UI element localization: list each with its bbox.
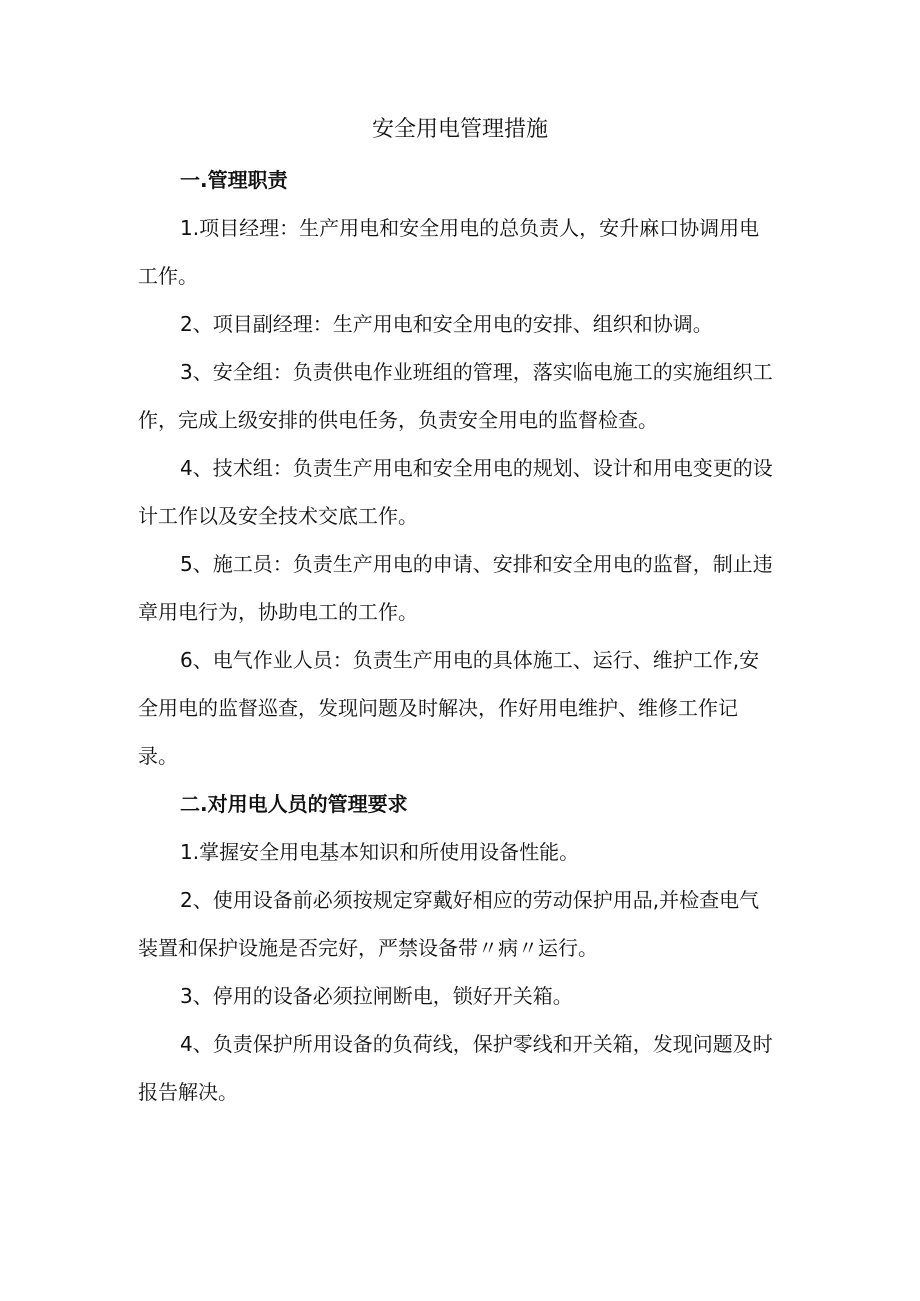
requirement-knowledge [138,828,822,876]
paragraph-line: 3、停用的设备必须拉闸断电，锁好开关箱。 [180,984,573,1008]
paragraph-line: 6、电气作业人员：负责生产用电的具体施工、运行、维护工作,安 [180,648,760,672]
paragraph-line: 4、技术组：负责生产用电和安全用电的规划、设计和用电变更的设 [180,456,773,480]
duty-safety-group [138,348,822,444]
requirement-protective-gear [138,876,822,972]
duty-technical-group [138,444,822,540]
duty-project-manager [138,204,822,300]
paragraph-line: 全用电的监督巡查，发现问题及时解决，作好用电维护、维修工作记 [138,696,738,720]
duty-construction-staff [138,540,822,636]
paragraph-line: 2、使用设备前必须按规定穿戴好相应的劳动保护用品,并检查电气 [180,888,760,912]
paragraph-line: 4、负责保护所用设备的负荷线，保护零线和开关箱，发现问题及时 [180,1032,773,1056]
duty-deputy-manager [138,300,822,348]
paragraph-line: 2、项目副经理：生产用电和安全用电的安排、组织和协调。 [180,312,713,336]
paragraph-line: 装置和保护设施是否完好，严禁设备带〃病〃运行。 [138,936,598,960]
paragraph-line: 1.项目经理：生产用电和安全用电的总负责人，安升麻口协调用电 [180,216,760,240]
paragraph-line: 5、施工员：负责生产用电的申请、安排和安全用电的监督，制止违 [180,552,773,576]
paragraph-line: 章用电行为，协助电工的工作。 [138,600,418,624]
paragraph-line: 计工作以及安全技术交底工作。 [138,504,418,528]
section-heading-management-duties: 一.管理职责 [180,168,288,192]
document-title: 安全用电管理措施 [371,117,548,142]
requirement-power-off [138,972,822,1020]
paragraph-line: 录。 [138,744,178,768]
document-body [138,156,822,1116]
paragraph-line: 工作。 [138,264,198,288]
paragraph-line: 报告解决。 [138,1080,238,1104]
paragraph-line: 1.掌握安全用电基本知识和所使用设备性能。 [180,840,580,864]
section-heading-user-requirements: 二.对用电人员的管理要求 [180,792,408,816]
paragraph-line: 作，完成上级安排的供电任务，负责安全用电的监督检查。 [138,408,658,432]
requirement-protect-lines [138,1020,822,1116]
paragraph-line: 3、安全组：负责供电作业班组的管理，落实临电施工的实施组织工 [180,360,773,384]
duty-electrical-workers [138,636,822,780]
